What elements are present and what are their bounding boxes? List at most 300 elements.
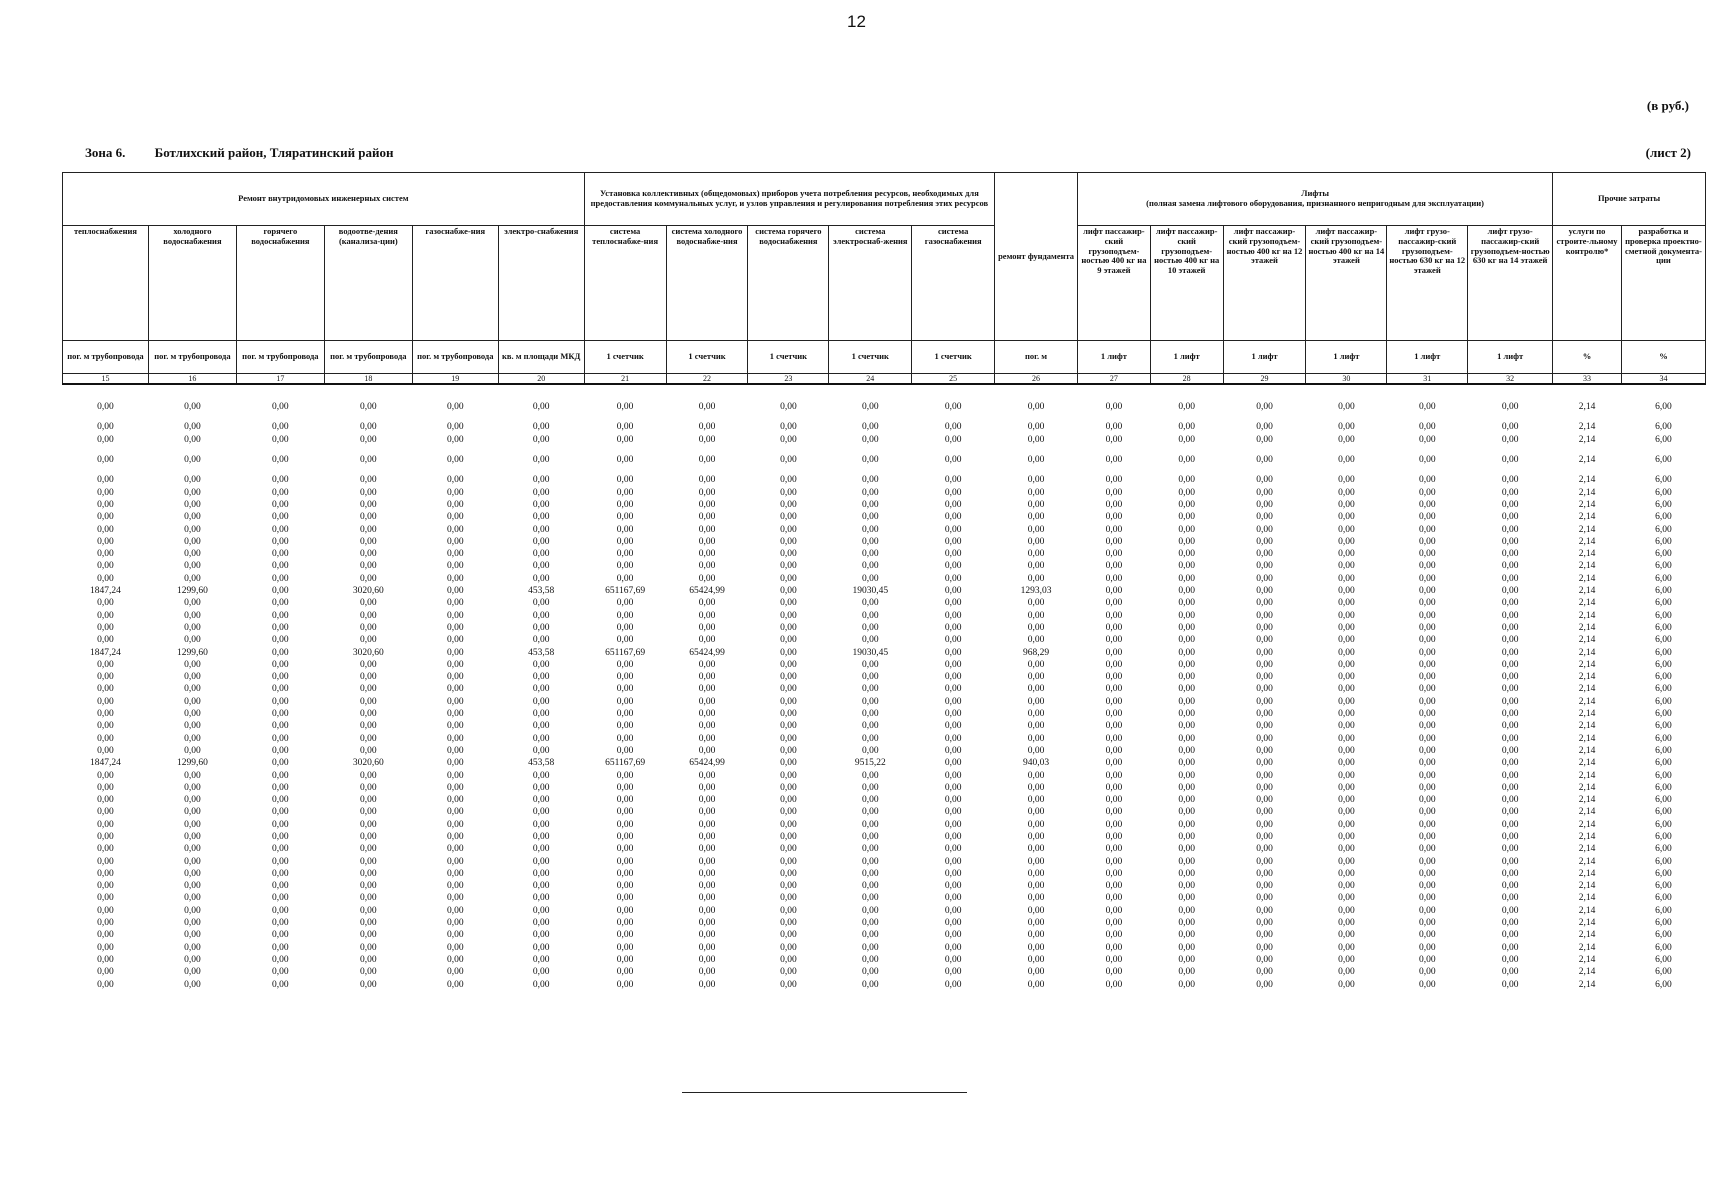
table-cell: 0,00 bbox=[446, 696, 464, 707]
table-cell: 6,00 bbox=[1655, 930, 1672, 941]
header-group-row bbox=[63, 173, 1706, 226]
table-cell: 0,00 bbox=[184, 573, 201, 584]
table-cell: 0,00 bbox=[1256, 918, 1273, 929]
table-cell: 0,00 bbox=[861, 598, 879, 609]
column-header: электро-снабжения bbox=[498, 226, 584, 341]
table-cell: 0,00 bbox=[861, 770, 879, 781]
table-cell: 0,00 bbox=[780, 684, 797, 695]
table-cell: 0,00 bbox=[1105, 758, 1123, 769]
table-cell: 0,00 bbox=[1027, 487, 1045, 498]
table-cell: 0,00 bbox=[1027, 635, 1045, 646]
table-row bbox=[63, 892, 1706, 904]
table-cell: 0,00 bbox=[1338, 942, 1355, 953]
table-cell: 0,00 bbox=[360, 422, 377, 433]
table-cell: 0,00 bbox=[184, 770, 201, 781]
table-cell: 0,00 bbox=[861, 954, 879, 965]
table-cell: 0,00 bbox=[97, 954, 114, 965]
table-cell: 0,00 bbox=[1501, 954, 1519, 965]
table-cell: 0,00 bbox=[272, 586, 289, 597]
table-cell: 0,00 bbox=[360, 942, 377, 953]
table-cell: 0,00 bbox=[780, 942, 797, 953]
table-cell: 0,00 bbox=[532, 561, 550, 572]
table-cell: 0,00 bbox=[532, 905, 550, 916]
table-cell: 0,00 bbox=[532, 512, 550, 523]
table-cell: 0,00 bbox=[944, 819, 962, 830]
group-engineering: Ремонт внутридомовых инженерных систем bbox=[63, 173, 585, 226]
table-cell: 0,00 bbox=[861, 979, 879, 990]
table-cell: 2,14 bbox=[1578, 598, 1596, 609]
table-cell: 0,00 bbox=[1501, 635, 1519, 646]
table-cell: 0,00 bbox=[1105, 807, 1123, 818]
table-cell: 0,00 bbox=[1418, 893, 1436, 904]
table-cell: 0,00 bbox=[1338, 831, 1355, 842]
group-foundation: ремонт фундамента bbox=[995, 173, 1078, 341]
table-cell: 0,00 bbox=[1338, 598, 1355, 609]
table-cell: 0,00 bbox=[944, 586, 962, 597]
table-cell: 0,00 bbox=[1338, 954, 1355, 965]
table-cell: 0,00 bbox=[698, 770, 716, 781]
table-cell: 0,00 bbox=[861, 434, 879, 445]
table-cell: 6,00 bbox=[1655, 512, 1672, 523]
table-cell: 0,00 bbox=[272, 647, 289, 658]
table-cell: 0,00 bbox=[1105, 844, 1123, 855]
column-unit: кв. м площади МКД bbox=[498, 341, 584, 374]
table-row bbox=[63, 597, 1706, 609]
table-cell: 0,00 bbox=[944, 512, 962, 523]
table-cell: 0,00 bbox=[272, 499, 289, 510]
table-cell: 0,00 bbox=[184, 610, 201, 621]
table-cell: 0,00 bbox=[532, 881, 550, 892]
table-cell: 0,00 bbox=[532, 598, 550, 609]
table-cell: 0,00 bbox=[97, 782, 114, 793]
table-cell: 0,00 bbox=[1178, 561, 1195, 572]
spacer-row bbox=[63, 413, 1706, 421]
table-cell: 0,00 bbox=[1178, 807, 1195, 818]
table-cell: 0,00 bbox=[446, 524, 464, 535]
table-cell: 0,00 bbox=[1338, 684, 1355, 695]
table-cell: 0,00 bbox=[272, 549, 289, 560]
table-cell: 0,00 bbox=[446, 979, 464, 990]
table-cell: 0,00 bbox=[861, 967, 879, 978]
table-cell: 0,00 bbox=[1418, 524, 1436, 535]
table-cell: 0,00 bbox=[184, 684, 201, 695]
table-cell: 0,00 bbox=[780, 512, 797, 523]
header-unit-row bbox=[63, 341, 1706, 374]
table-cell: 0,00 bbox=[616, 422, 634, 433]
column-unit: % bbox=[1553, 341, 1622, 374]
table-row bbox=[63, 733, 1706, 745]
table-cell: 0,00 bbox=[272, 745, 289, 756]
table-cell: 0,00 bbox=[698, 967, 716, 978]
table-cell: 6,00 bbox=[1655, 844, 1672, 855]
table-cell: 0,00 bbox=[698, 905, 716, 916]
table-cell: 0,00 bbox=[446, 819, 464, 830]
column-unit: пог. м трубопровода bbox=[412, 341, 498, 374]
table-cell: 0,00 bbox=[698, 745, 716, 756]
table-cell: 0,00 bbox=[780, 918, 797, 929]
table-cell: 0,00 bbox=[944, 598, 962, 609]
table-cell: 2,14 bbox=[1578, 635, 1596, 646]
table-cell: 0,00 bbox=[1256, 844, 1273, 855]
table-cell: 0,00 bbox=[1501, 598, 1519, 609]
table-cell: 0,00 bbox=[184, 967, 201, 978]
table-cell: 0,00 bbox=[1105, 893, 1123, 904]
table-cell: 0,00 bbox=[1418, 512, 1436, 523]
table-cell: 0,00 bbox=[698, 868, 716, 879]
table-cell: 0,00 bbox=[532, 635, 550, 646]
table-cell: 6,00 bbox=[1655, 856, 1672, 867]
table-cell: 0,00 bbox=[184, 402, 201, 413]
table-cell: 0,00 bbox=[1418, 782, 1436, 793]
table-cell: 6,00 bbox=[1655, 733, 1672, 744]
table-cell: 6,00 bbox=[1655, 893, 1672, 904]
table-cell: 0,00 bbox=[1256, 455, 1273, 466]
column-header: лифт грузо-пассажир-ский грузоподъем-ностью 630 кг на 12 этажей bbox=[1387, 226, 1468, 341]
table-cell: 0,00 bbox=[1105, 856, 1123, 867]
table-cell: 0,00 bbox=[1105, 659, 1123, 670]
table-cell: 0,00 bbox=[1256, 758, 1273, 769]
table-cell: 0,00 bbox=[1418, 942, 1436, 953]
table-cell: 0,00 bbox=[1178, 881, 1195, 892]
column-number: 18 bbox=[324, 374, 412, 385]
table-cell: 6,00 bbox=[1655, 819, 1672, 830]
table-cell: 0,00 bbox=[698, 561, 716, 572]
table-cell: 0,00 bbox=[1256, 905, 1273, 916]
table-cell: 0,00 bbox=[1027, 549, 1045, 560]
table-cell: 65424,99 bbox=[689, 586, 725, 597]
table-cell: 0,00 bbox=[780, 868, 797, 879]
table-cell: 0,00 bbox=[861, 610, 879, 621]
table-cell: 0,00 bbox=[272, 758, 289, 769]
table-cell: 0,00 bbox=[184, 422, 201, 433]
table-cell: 0,00 bbox=[97, 659, 114, 670]
table-cell: 0,00 bbox=[1256, 402, 1273, 413]
table-cell: 2,14 bbox=[1578, 881, 1596, 892]
table-cell: 0,00 bbox=[1178, 905, 1195, 916]
table-cell: 0,00 bbox=[616, 659, 634, 670]
table-cell: 0,00 bbox=[532, 475, 550, 486]
table-cell: 0,00 bbox=[780, 475, 797, 486]
column-number: 24 bbox=[829, 374, 912, 385]
table-cell: 0,00 bbox=[1338, 709, 1355, 720]
table-cell: 6,00 bbox=[1655, 622, 1672, 633]
table-cell: 0,00 bbox=[1105, 598, 1123, 609]
table-cell: 0,00 bbox=[1105, 622, 1123, 633]
table-cell: 0,00 bbox=[698, 819, 716, 830]
table-cell: 0,00 bbox=[97, 598, 114, 609]
table-cell: 0,00 bbox=[360, 930, 377, 941]
table-cell: 0,00 bbox=[272, 819, 289, 830]
table-cell: 0,00 bbox=[1178, 856, 1195, 867]
table-cell: 0,00 bbox=[1418, 819, 1436, 830]
table-cell: 0,00 bbox=[1178, 979, 1195, 990]
table-cell: 0,00 bbox=[1418, 684, 1436, 695]
table-cell: 2,14 bbox=[1578, 647, 1596, 658]
table-cell: 0,00 bbox=[861, 549, 879, 560]
table-cell: 0,00 bbox=[1105, 455, 1123, 466]
table-cell: 0,00 bbox=[1418, 721, 1436, 732]
column-number: 26 bbox=[995, 374, 1078, 385]
table-cell: 0,00 bbox=[1418, 930, 1436, 941]
table-cell: 0,00 bbox=[1501, 455, 1519, 466]
table-cell: 6,00 bbox=[1655, 967, 1672, 978]
footer-rule bbox=[682, 1092, 967, 1093]
column-number: 16 bbox=[148, 374, 236, 385]
table-cell: 0,00 bbox=[1501, 831, 1519, 842]
table-cell: 0,00 bbox=[780, 549, 797, 560]
table-cell: 0,00 bbox=[1501, 549, 1519, 560]
table-cell: 6,00 bbox=[1655, 721, 1672, 732]
table-cell: 0,00 bbox=[780, 622, 797, 633]
table-cell: 0,00 bbox=[1338, 549, 1355, 560]
table-cell: 0,00 bbox=[97, 696, 114, 707]
table-cell: 0,00 bbox=[446, 561, 464, 572]
table-cell: 0,00 bbox=[616, 573, 634, 584]
table-cell: 0,00 bbox=[1027, 782, 1045, 793]
table-cell: 0,00 bbox=[1256, 721, 1273, 732]
table-cell: 2,14 bbox=[1578, 733, 1596, 744]
table-cell: 0,00 bbox=[1105, 782, 1123, 793]
table-cell: 0,00 bbox=[1338, 610, 1355, 621]
table-cell: 0,00 bbox=[780, 733, 797, 744]
table-cell: 0,00 bbox=[360, 561, 377, 572]
table-cell: 0,00 bbox=[944, 434, 962, 445]
table-cell: 0,00 bbox=[360, 745, 377, 756]
table-cell: 0,00 bbox=[944, 610, 962, 621]
table-cell: 0,00 bbox=[97, 770, 114, 781]
table-cell: 0,00 bbox=[861, 487, 879, 498]
table-cell: 0,00 bbox=[698, 635, 716, 646]
table-cell: 0,00 bbox=[616, 561, 634, 572]
table-cell: 0,00 bbox=[184, 622, 201, 633]
table-row bbox=[63, 954, 1706, 966]
table-cell: 0,00 bbox=[272, 905, 289, 916]
table-cell: 0,00 bbox=[1338, 696, 1355, 707]
table-cell: 6,00 bbox=[1655, 782, 1672, 793]
table-cell: 0,00 bbox=[446, 549, 464, 560]
table-cell: 0,00 bbox=[1027, 455, 1045, 466]
table-cell: 0,00 bbox=[1178, 721, 1195, 732]
table-cell: 0,00 bbox=[272, 672, 289, 683]
table-cell: 1299,60 bbox=[176, 586, 208, 597]
table-cell: 0,00 bbox=[272, 856, 289, 867]
table-cell: 0,00 bbox=[1027, 475, 1045, 486]
table-cell: 0,00 bbox=[1178, 455, 1195, 466]
table-cell: 0,00 bbox=[1027, 672, 1045, 683]
table-cell: 0,00 bbox=[360, 819, 377, 830]
table-cell: 0,00 bbox=[97, 610, 114, 621]
table-row bbox=[63, 929, 1706, 941]
table-cell: 0,00 bbox=[532, 942, 550, 953]
column-number: 19 bbox=[412, 374, 498, 385]
column-header: лифт грузо-пассажир-ский грузоподъем-ностью 630 кг на 14 этажей bbox=[1468, 226, 1553, 341]
table-cell: 0,00 bbox=[1027, 524, 1045, 535]
table-cell: 6,00 bbox=[1655, 745, 1672, 756]
table-cell: 0,00 bbox=[1501, 684, 1519, 695]
table-cell: 0,00 bbox=[944, 422, 962, 433]
table-cell: 0,00 bbox=[698, 549, 716, 560]
table-cell: 0,00 bbox=[532, 622, 550, 633]
table-cell: 0,00 bbox=[861, 536, 879, 547]
table-cell: 0,00 bbox=[616, 868, 634, 879]
table-cell: 0,00 bbox=[1501, 573, 1519, 584]
table-cell: 0,00 bbox=[184, 942, 201, 953]
table-cell: 0,00 bbox=[1178, 930, 1195, 941]
table-cell: 0,00 bbox=[1178, 487, 1195, 498]
table-cell: 0,00 bbox=[1338, 659, 1355, 670]
table-cell: 0,00 bbox=[1501, 844, 1519, 855]
table-cell: 0,00 bbox=[780, 930, 797, 941]
table-cell: 0,00 bbox=[1027, 709, 1045, 720]
table-cell: 0,00 bbox=[1105, 512, 1123, 523]
table-cell: 0,00 bbox=[1105, 647, 1123, 658]
table-cell: 0,00 bbox=[1027, 402, 1045, 413]
table-cell: 0,00 bbox=[780, 844, 797, 855]
column-unit: 1 лифт bbox=[1223, 341, 1306, 374]
table-cell: 0,00 bbox=[1338, 402, 1355, 413]
table-cell: 0,00 bbox=[944, 893, 962, 904]
zone-label: Зона 6. bbox=[85, 145, 126, 160]
table-cell: 0,00 bbox=[532, 709, 550, 720]
table-cell: 0,00 bbox=[944, 647, 962, 658]
table-cell: 0,00 bbox=[184, 549, 201, 560]
table-cell: 0,00 bbox=[97, 942, 114, 953]
table-cell: 0,00 bbox=[1256, 635, 1273, 646]
table-cell: 0,00 bbox=[184, 635, 201, 646]
table-cell: 0,00 bbox=[184, 807, 201, 818]
table-cell: 0,00 bbox=[184, 856, 201, 867]
table-cell: 0,00 bbox=[1178, 709, 1195, 720]
table-cell: 0,00 bbox=[360, 536, 377, 547]
table-cell: 0,00 bbox=[1338, 499, 1355, 510]
table-cell: 0,00 bbox=[861, 844, 879, 855]
table-cell: 0,00 bbox=[1418, 434, 1436, 445]
table-cell: 0,00 bbox=[1256, 807, 1273, 818]
table-cell: 0,00 bbox=[1418, 905, 1436, 916]
column-header: разработка и проверка проектно-сметной документа-ции bbox=[1621, 226, 1705, 341]
table-cell: 0,00 bbox=[446, 745, 464, 756]
table-cell: 0,00 bbox=[1338, 881, 1355, 892]
table-cell: 0,00 bbox=[272, 524, 289, 535]
table-cell: 0,00 bbox=[698, 942, 716, 953]
table-row bbox=[63, 511, 1706, 523]
cost-table bbox=[62, 172, 1706, 991]
table-cell: 0,00 bbox=[1338, 524, 1355, 535]
table-cell: 0,00 bbox=[616, 610, 634, 621]
table-cell: 0,00 bbox=[616, 455, 634, 466]
table-cell: 2,14 bbox=[1578, 684, 1596, 695]
table-cell: 0,00 bbox=[698, 684, 716, 695]
table-cell: 0,00 bbox=[446, 733, 464, 744]
table-cell: 0,00 bbox=[698, 881, 716, 892]
table-cell: 0,00 bbox=[272, 402, 289, 413]
table-cell: 0,00 bbox=[698, 422, 716, 433]
table-cell: 0,00 bbox=[272, 475, 289, 486]
table-cell: 0,00 bbox=[97, 721, 114, 732]
table-cell: 0,00 bbox=[360, 455, 377, 466]
table-cell: 0,00 bbox=[1178, 758, 1195, 769]
table-cell: 0,00 bbox=[1256, 709, 1273, 720]
table-cell: 0,00 bbox=[861, 635, 879, 646]
table-cell: 0,00 bbox=[1418, 499, 1436, 510]
table-cell: 0,00 bbox=[184, 881, 201, 892]
table-row bbox=[63, 831, 1706, 843]
table-cell: 0,00 bbox=[1178, 795, 1195, 806]
table-cell: 6,00 bbox=[1655, 795, 1672, 806]
table-cell: 0,00 bbox=[1501, 942, 1519, 953]
table-cell: 0,00 bbox=[616, 954, 634, 965]
table-row bbox=[63, 806, 1706, 818]
table-cell: 0,00 bbox=[446, 758, 464, 769]
table-cell: 0,00 bbox=[184, 434, 201, 445]
table-cell: 0,00 bbox=[698, 455, 716, 466]
table-cell: 0,00 bbox=[1105, 684, 1123, 695]
table-row bbox=[63, 782, 1706, 794]
table-cell: 0,00 bbox=[1178, 696, 1195, 707]
table-cell: 0,00 bbox=[532, 954, 550, 965]
table-row bbox=[63, 819, 1706, 831]
table-cell: 0,00 bbox=[184, 930, 201, 941]
table-cell: 0,00 bbox=[1256, 647, 1273, 658]
column-unit: пог. м bbox=[995, 341, 1078, 374]
table-cell: 0,00 bbox=[780, 893, 797, 904]
column-number: 23 bbox=[748, 374, 829, 385]
table-cell: 0,00 bbox=[446, 844, 464, 855]
table-cell: 0,00 bbox=[97, 819, 114, 830]
table-row bbox=[63, 499, 1706, 511]
table-cell: 0,00 bbox=[861, 782, 879, 793]
table-cell: 2,14 bbox=[1578, 905, 1596, 916]
table-cell: 0,00 bbox=[944, 524, 962, 535]
table-cell: 0,00 bbox=[360, 844, 377, 855]
column-header: водоотве-дения (канализа-ции) bbox=[324, 226, 412, 341]
table-cell: 0,00 bbox=[780, 819, 797, 830]
table-cell: 0,00 bbox=[616, 696, 634, 707]
column-number: 27 bbox=[1078, 374, 1151, 385]
table-cell: 0,00 bbox=[446, 659, 464, 670]
table-cell: 6,00 bbox=[1655, 635, 1672, 646]
table-cell: 0,00 bbox=[1027, 434, 1045, 445]
table-cell: 0,00 bbox=[1501, 868, 1519, 879]
table-cell: 0,00 bbox=[944, 536, 962, 547]
table-cell: 0,00 bbox=[616, 709, 634, 720]
table-cell: 0,00 bbox=[698, 524, 716, 535]
table-cell: 0,00 bbox=[532, 930, 550, 941]
table-cell: 0,00 bbox=[944, 622, 962, 633]
table-cell: 0,00 bbox=[272, 696, 289, 707]
table-cell: 0,00 bbox=[1178, 942, 1195, 953]
table-cell: 0,00 bbox=[1027, 770, 1045, 781]
spacer-row bbox=[63, 446, 1706, 454]
table-cell: 0,00 bbox=[1338, 807, 1355, 818]
table-cell: 0,00 bbox=[780, 807, 797, 818]
table-cell: 0,00 bbox=[1105, 586, 1123, 597]
table-cell: 0,00 bbox=[1256, 549, 1273, 560]
table-cell: 1847,24 bbox=[90, 758, 121, 769]
table-row bbox=[63, 843, 1706, 855]
table-cell: 0,00 bbox=[780, 561, 797, 572]
table-cell: 0,00 bbox=[446, 455, 464, 466]
table-cell: 0,00 bbox=[360, 487, 377, 498]
table-cell: 0,00 bbox=[1418, 598, 1436, 609]
table-cell: 0,00 bbox=[446, 954, 464, 965]
table-cell: 0,00 bbox=[97, 893, 114, 904]
table-cell: 0,00 bbox=[698, 844, 716, 855]
table-row bbox=[63, 560, 1706, 572]
table-cell: 0,00 bbox=[780, 402, 797, 413]
table-cell: 0,00 bbox=[616, 942, 634, 953]
table-cell: 0,00 bbox=[616, 536, 634, 547]
